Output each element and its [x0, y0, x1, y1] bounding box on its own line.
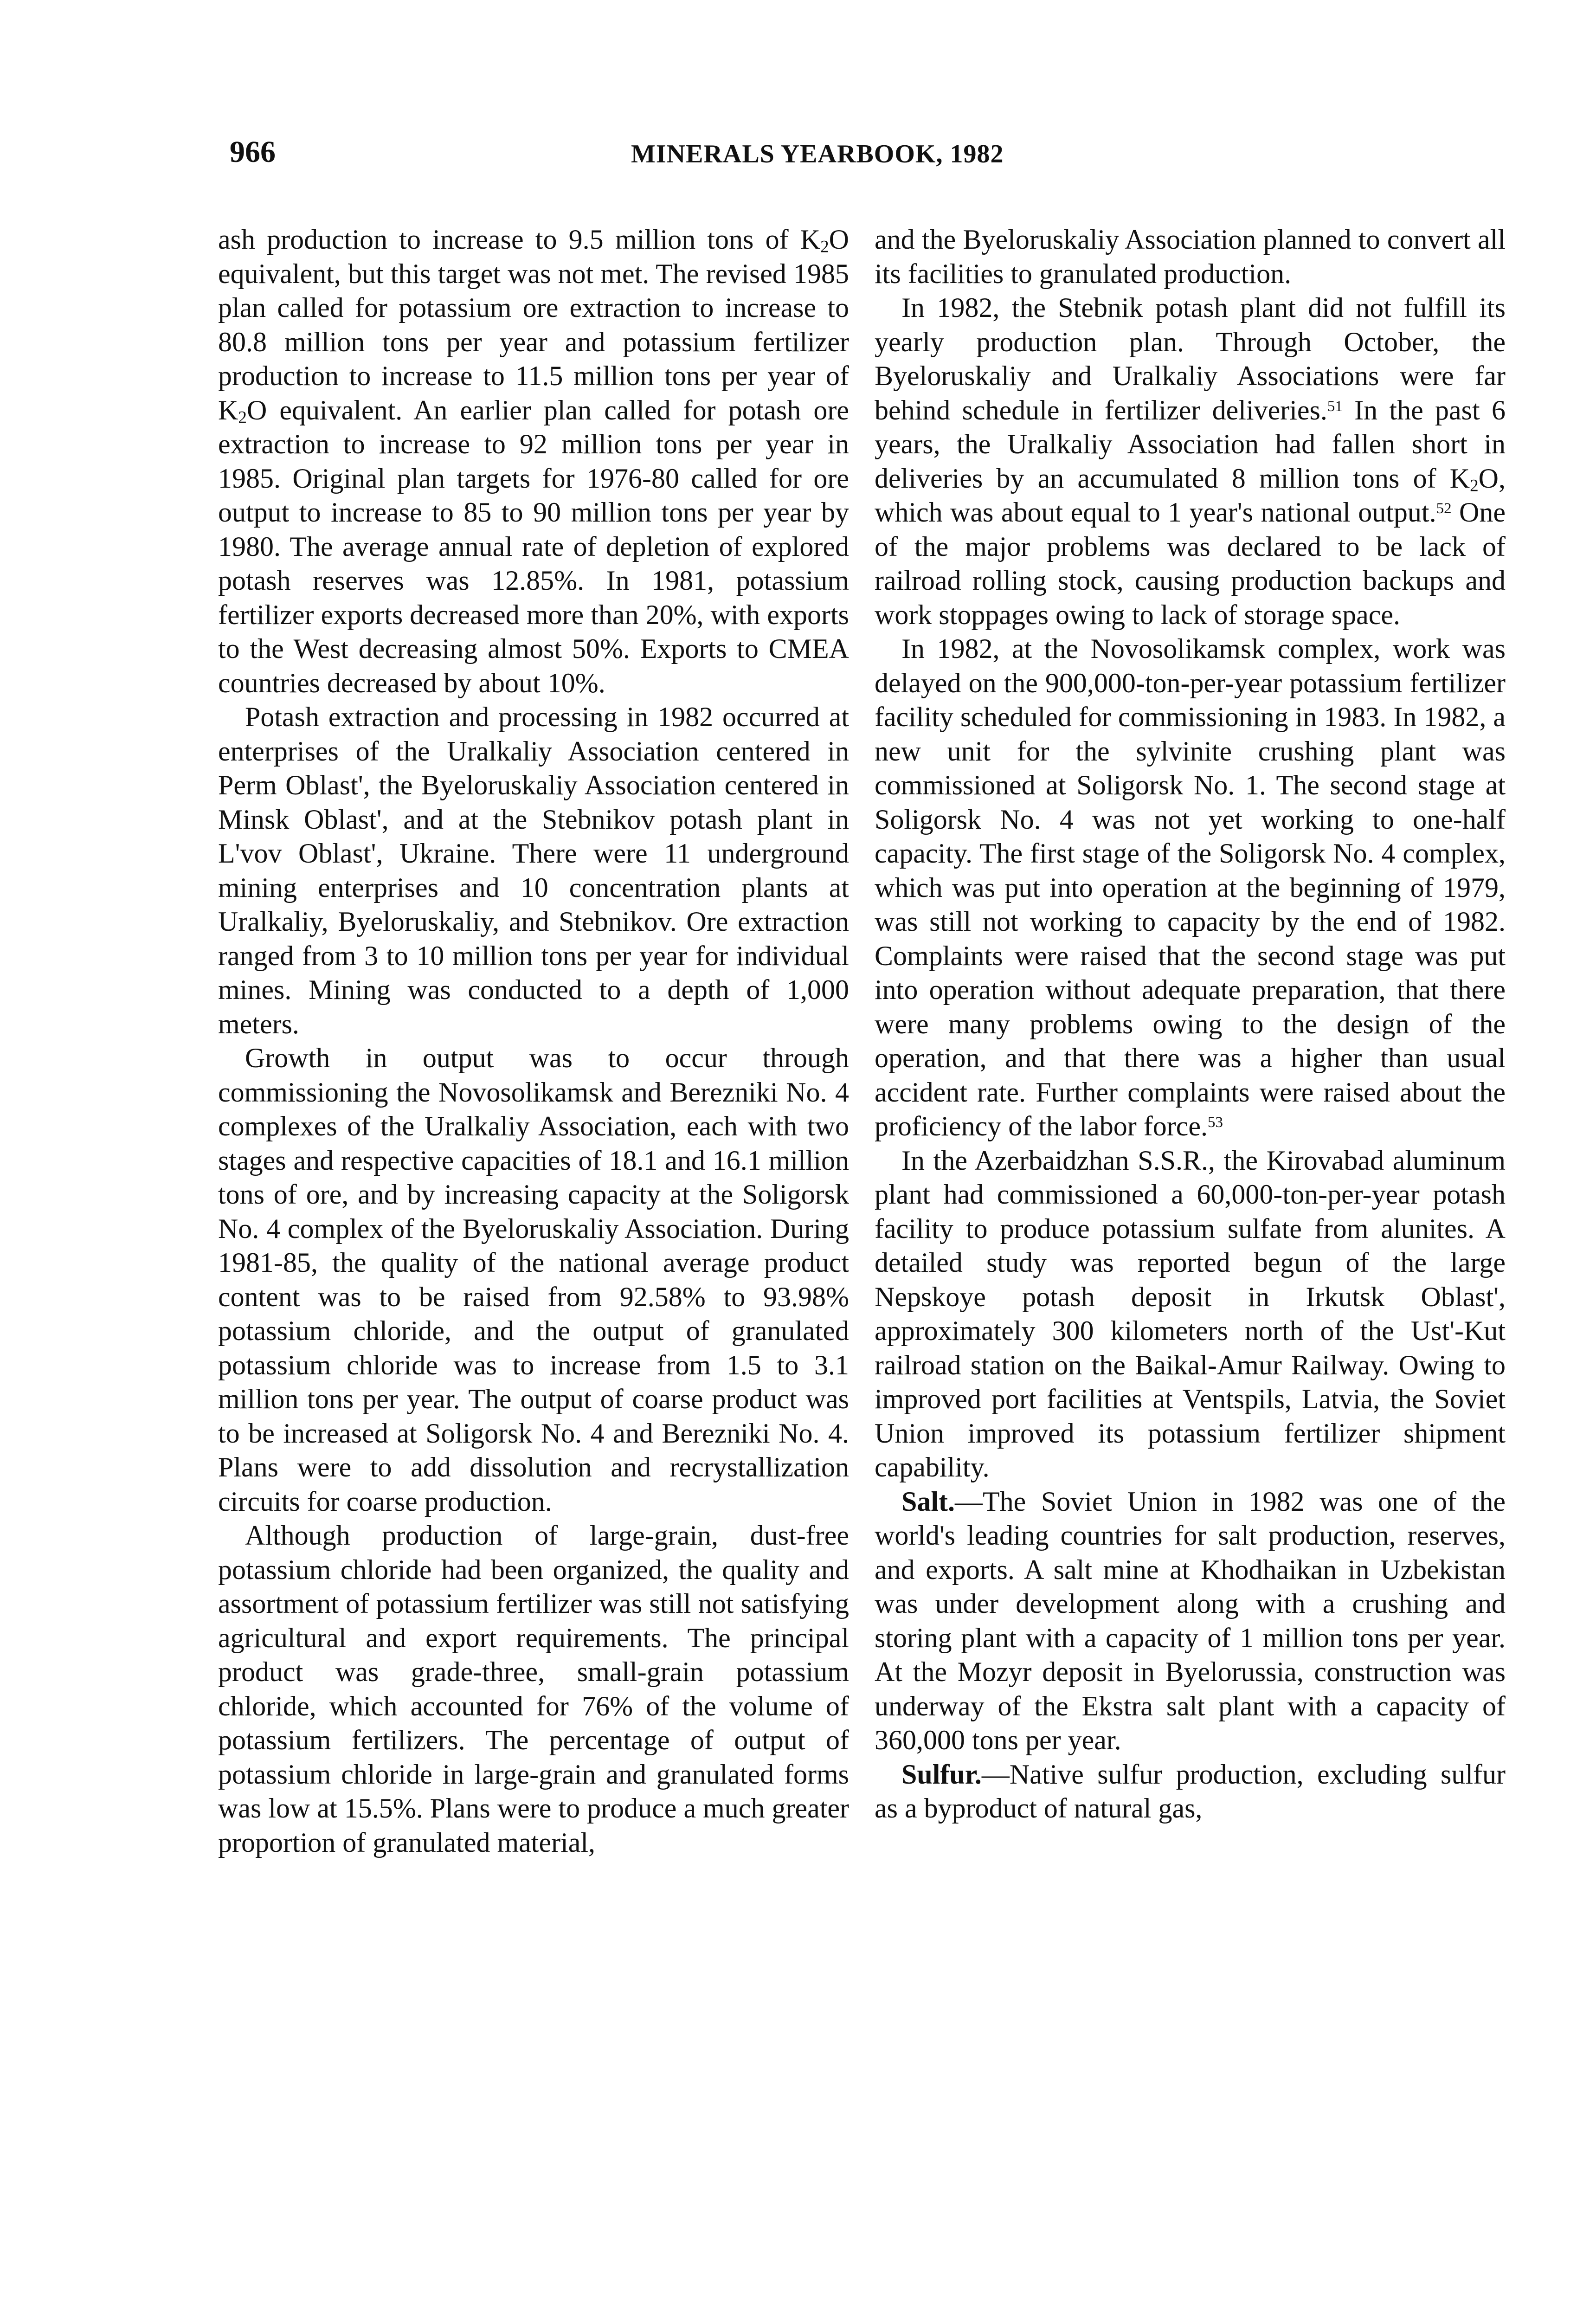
paragraph: [875, 1485, 1506, 1758]
subscript: 2: [238, 407, 247, 427]
running-title: MINERALS YEARBOOK, 1982: [631, 140, 1004, 168]
paragraph: In the Azerbaidzhan S.S.R., the Kirovabad aluminum plant had commissioned a 60,000-ton-per-year potash facility to produce potassium sulfate from alunites. A detailed study was reported begun of the large Nepskoye potash deposit in Irkutsk Oblast', approximately 300 kilometers north of the Ust'-Kut railroad station on the Baikal-Amur Railway. Owing to improved port facilities at Ventspils, Latvia, the Soviet Union improved its potassium fertilizer shipment capability.: [875, 1145, 1506, 1482]
paragraph: [875, 1758, 1506, 1826]
paragraph: [218, 223, 849, 700]
footnote-ref: 51: [1327, 398, 1343, 415]
paragraph: Although production of large-grain, dust-free potassium chloride had been organized, the quality and assortment of potassium fertilizer was still not satisfying agricultural and export requirements. The principal product was grade-three, small-grain potassium chloride, which accounted for 76% of the volume of potassium fertilizers. The percentage of output of potassium chloride in large-grain and granulated forms was low at 15.5%. Plans were to produce a much greater proportion of granulated material,: [218, 1520, 849, 1858]
text-run: O equivalent. An earlier plan called for potash ore extraction to increase to 92 million tons per year in 1985. Original plan targets for 1976-80 called for ore output to increase to 85 to 90 million tons per year by 1980. The average annual rate of depletion of explored potash reserves was 12.85%. In 1981, potassium fertilizer exports decreased more than 20%, with exports to the West decreasing almost 50%. Exports to CMEA countries decreased by about 10%.: [218, 394, 849, 698]
footnote-ref: 53: [1207, 1114, 1223, 1131]
text-run: One of the major problems was declared to be lack of railroad rolling stock, causing production backups and work stoppages owing to lack of storage space.: [875, 497, 1506, 630]
paragraph: Potash extraction and processing in 1982 occurred at enterprises of the Uralkaliy Association centered in Perm Oblast', the Byeloruskaliy Association centered in Minsk Oblast', and at the Stebnikov potash plant in L'vov Oblast', Ukraine. There were 11 underground mining enterprises and 10 concentration plants at Uralkaliy, Byeloruskaliy, and Stebnikov. Ore extraction ranged from 3 to 10 million tons per year for individual mines. Mining was conducted to a depth of 1,000 meters.: [218, 702, 849, 1039]
text-run: In 1982, the Stebnik potash plant did not fulfill its yearly production plan. Through October, the Byeloruskaliy and Uralkaliy Associations were far behind schedule in fertilizer deliveries.: [875, 292, 1506, 425]
text-run: In the past 6 years, the Uralkaliy Association had fallen short in deliveries by an accumulated 8 million tons of K: [875, 394, 1506, 494]
paragraph: and the Byeloruskaliy Association planned to convert all its facilities to granulated production.: [875, 224, 1506, 289]
text-run: ash production to increase to 9.5 million tons of K: [218, 224, 821, 255]
paragraph: [875, 291, 1506, 632]
section-heading-sulfur: Sulfur.: [901, 1759, 982, 1790]
text-run: O, which was about equal to 1 year's national output.: [875, 463, 1506, 528]
left-column: [218, 223, 849, 1860]
text-run: —The Soviet Union in 1982 was one of the world's leading countries for salt production, reserves, and exports. A salt mine at Khodhaikan in Uzbekistan was under development along with a crushing and storing plant with a capacity of 1 million tons per year. At the Mozyr deposit in Byelorussia, construction was underway of the Ekstra salt plant with a capacity of 360,000 tons per year.: [875, 1486, 1506, 1755]
subscript: 2: [1470, 476, 1479, 495]
section-heading-salt: Salt.: [901, 1486, 955, 1517]
paragraph: [875, 632, 1506, 1144]
text-run: O equivalent, but this target was not met. The revised 1985 plan called for potassium ore extraction to increase to 80.8 million tons per year and potassium fertilizer production to increase to 11.5 million tons per year of K: [218, 224, 849, 425]
footnote-ref: 52: [1436, 500, 1452, 517]
page-number: 966: [230, 135, 276, 169]
paragraph: Growth in output was to occur through commissioning the Novosolikamsk and Berezniki No. 4 complexes of the Uralkaliy Association, each with two stages and respective capacities of 18.1 and 16.1 million tons of ore, and by increasing capacity at the Soligorsk No. 4 complex of the Byeloruskaliy Association. During 1981-85, the quality of the national average product content was to be raised from 92.58% to 93.98% potassium chloride, and the output of granulated potassium chloride was to increase from 1.5 to 3.1 million tons per year. The output of coarse product was to be increased at Soligorsk No. 4 and Berezniki No. 4. Plans were to add dissolution and recrystallization circuits for coarse production.: [218, 1043, 849, 1517]
text-run: —Native sulfur production, excluding sulfur as a byproduct of natural gas,: [875, 1759, 1506, 1824]
text-run: In 1982, at the Novosolikamsk complex, work was delayed on the 900,000-ton-per-year potassium fertilizer facility scheduled for commissioning in 1983. In 1982, a new unit for the sylvinite crushing plant was commissioned at Soligorsk No. 1. The second stage at Soligorsk No. 4 was not yet working to one-half capacity. The first stage of the Soligorsk No. 4 complex, which was put into operation at the beginning of 1979, was still not working to capacity by the end of 1982. Complaints were raised that the second stage was put into operation without adequate preparation, that there were many problems owing to the design of the operation, and that there was a higher than usual accident rate. Further complaints were raised about the proficiency of the labor force.: [875, 633, 1506, 1141]
right-column: [875, 223, 1506, 1826]
subscript: 2: [820, 237, 829, 257]
